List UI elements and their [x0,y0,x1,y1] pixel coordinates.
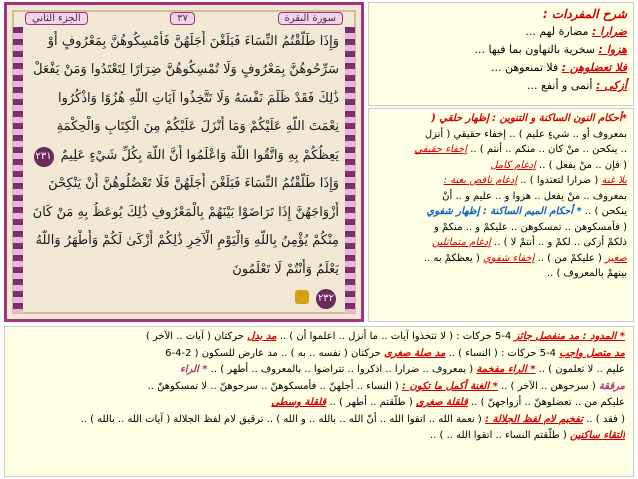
page-number: ٣٧ [170,12,195,25]
verse-number-badge: ٢٣١ [34,147,54,167]
verse-number-badge: ٢٣٢ [316,289,336,309]
juz-label: الجزء الثاني [25,12,88,25]
madd-rules-box: * المدود : مد منفصل جائز 4-5 حركات : ( لا تتخذوا آيات .. ما أنزل .. اعلموا أن ) .. مد بدل حركتان ( آيات .. الآخر ) مد متصل واجب 4-5 حركات : ( النساء ) .. مد صلة صغرى حركتان ( نفسه .. به ) .. مد عارض للسكون ( 2-4-6 عليم .. لا تعلمون ) .. * الراء مفخمة ( بمعروف .. ضرارا .. اذكروا .. تتراضوا .. بالمعروف .. أطهر ) .. * الراء مرققة ( سرحوهن .. الآخر ) .. * الغنة أكمل ما تكون : ( النساء .. أجلهنّ .. فأمسكوهنّ .. سرحوهنّ .. لا تمسكوهنّ .. عليكم من .. تعضلوهنّ .. أزواجهنّ ) .. قلقلة صغرى ( طلّقتم .. أطهر ) .. قلقلة وسطى ( فقد ) .. تفخيم لام لفظ الجلالة : ( نعمة الله .. اتقوا الله .. أنّ الله .. بالله .. و الله ) .. ترقيق لام لفظ الجلالة ( آيات الله .. بالله ) .. التقاء ساكنين ( طلّقتم النساء .. اتقوا الله .. ) .. [4,326,634,477]
verse-line [29,287,339,309]
decorative-border [13,27,23,313]
decorative-border [345,27,355,313]
verse-line: ذَٰلِكَ فَقَدْ ظَلَمَ نَفْسَهُ وَلَا تَتَّخِذُوا آيَاتِ اللَّهِ هُزُوًا وَاذْكُرُوا [57,90,339,106]
page-header [25,11,343,25]
verse-line: مِنْكُمْ يُؤْمِنُ بِاللَّهِ وَالْيَوْمِ الْآخِرِ ذَٰلِكُمْ أَزْكَىٰ لَكُمْ وَأَطْهَرُ وَاللَّهُ [35,233,339,249]
verse-line: يَعْلَمُ وَأَنْتُمْ لَا تَعْلَمُونَ [232,261,339,277]
verse-line: أَزْوَاجَهُنَّ إِذَا تَرَاضَوْا بَيْنَهُمْ بِالْمَعْرُوفِ ذَٰلِكَ يُوعَظُ بِهِ مَنْ كَانَ [32,204,339,220]
verse-line: وَإِذَا طَلَّقْتُمُ النِّسَاءَ فَبَلَغْنَ أَجَلَهُنَّ فَأَمْسِكُوهُنَّ بِمَعْرُوفٍ أَوْ [47,34,339,49]
verse-line: سَرِّحُوهُنَّ بِمَعْرُوفٍ وَلَا تُمْسِكُوهُنَّ ضِرَارًا لِتَعْتَدُوا وَمَنْ يَفْعَلْ [33,62,339,78]
verse-line: وَإِذَا طَلَّقْتُمُ النِّسَاءَ فَبَلَغْنَ أَجَلَهُنَّ فَلَا تَعْضُلُوهُنَّ أَنْ يَنْكِحْنَ [48,176,339,192]
surah-label: سورة البقرة [278,12,343,25]
rule-heading: *أحكام النون الساكنة و التنوين : إظهار حلقي ( [431,113,627,124]
vocab-item: ضرارا : مضارة لهم ... [525,25,627,38]
vocabulary-title: شرح المفردات : [542,7,627,21]
vocab-item: فلا تعضلوهن : فلا تمنعوهن ... [490,61,627,74]
verse-line: يَعِظُكُمْ بِهِ وَاتَّقُوا اللَّهَ وَاعْلَمُوا أَنَّ اللَّهَ بِكُلِّ شَيْءٍ عَلِيمٌ ٢٣١ [29,145,339,167]
vocab-item: هزوا : سخرية بالتهاون بما فيها ... [474,43,627,56]
vocab-item: أزكى : أنمى و أنفع ... [527,79,627,92]
audio-speaker-icon[interactable] [295,290,309,304]
tajweed-rules-box: *أحكام النون الساكنة و التنوين : إظهار حلقي ( بمعروف أو .. شيءٍ عليم ) .. إخفاء حقيقي ( أنزل .. ينكحن .. منْ كان .. منكم .. أنتم ) .. إخفاء حقيقي ( فإن .. منْ يفعل ) .. إدغام كامل بلا غنة ( ضرارا لتعتدوا ) .. إدغام ناقص بغنة : بمعروف .. منْ يفعل .. هزوا و .. عليم و .. أنْ ينكحن ) .. * أحكام الميم الساكنة : إظهار شفوي ( فأمسكوهن .. تمسكوهن .. عليكمْ و .. منكمْ و ذلكمْ أزكى .. لكمْ و .. أنتمْ لا ) .. إدغام متماثلين صغير ( عليكمْ من ) .. إخفاء شفوي ( يعظكمْ به .. بينهمْ بالمعروف ) .. [368,108,634,322]
vocabulary-box [368,2,634,106]
verse-line: نِعْمَتَ اللَّهِ عَلَيْكُمْ وَمَا أَنْزَلَ عَلَيْكُمْ مِنَ الْكِتَابِ وَالْحِكْمَةِ [56,119,339,135]
verse-text [29,31,339,309]
quran-page [4,2,364,322]
